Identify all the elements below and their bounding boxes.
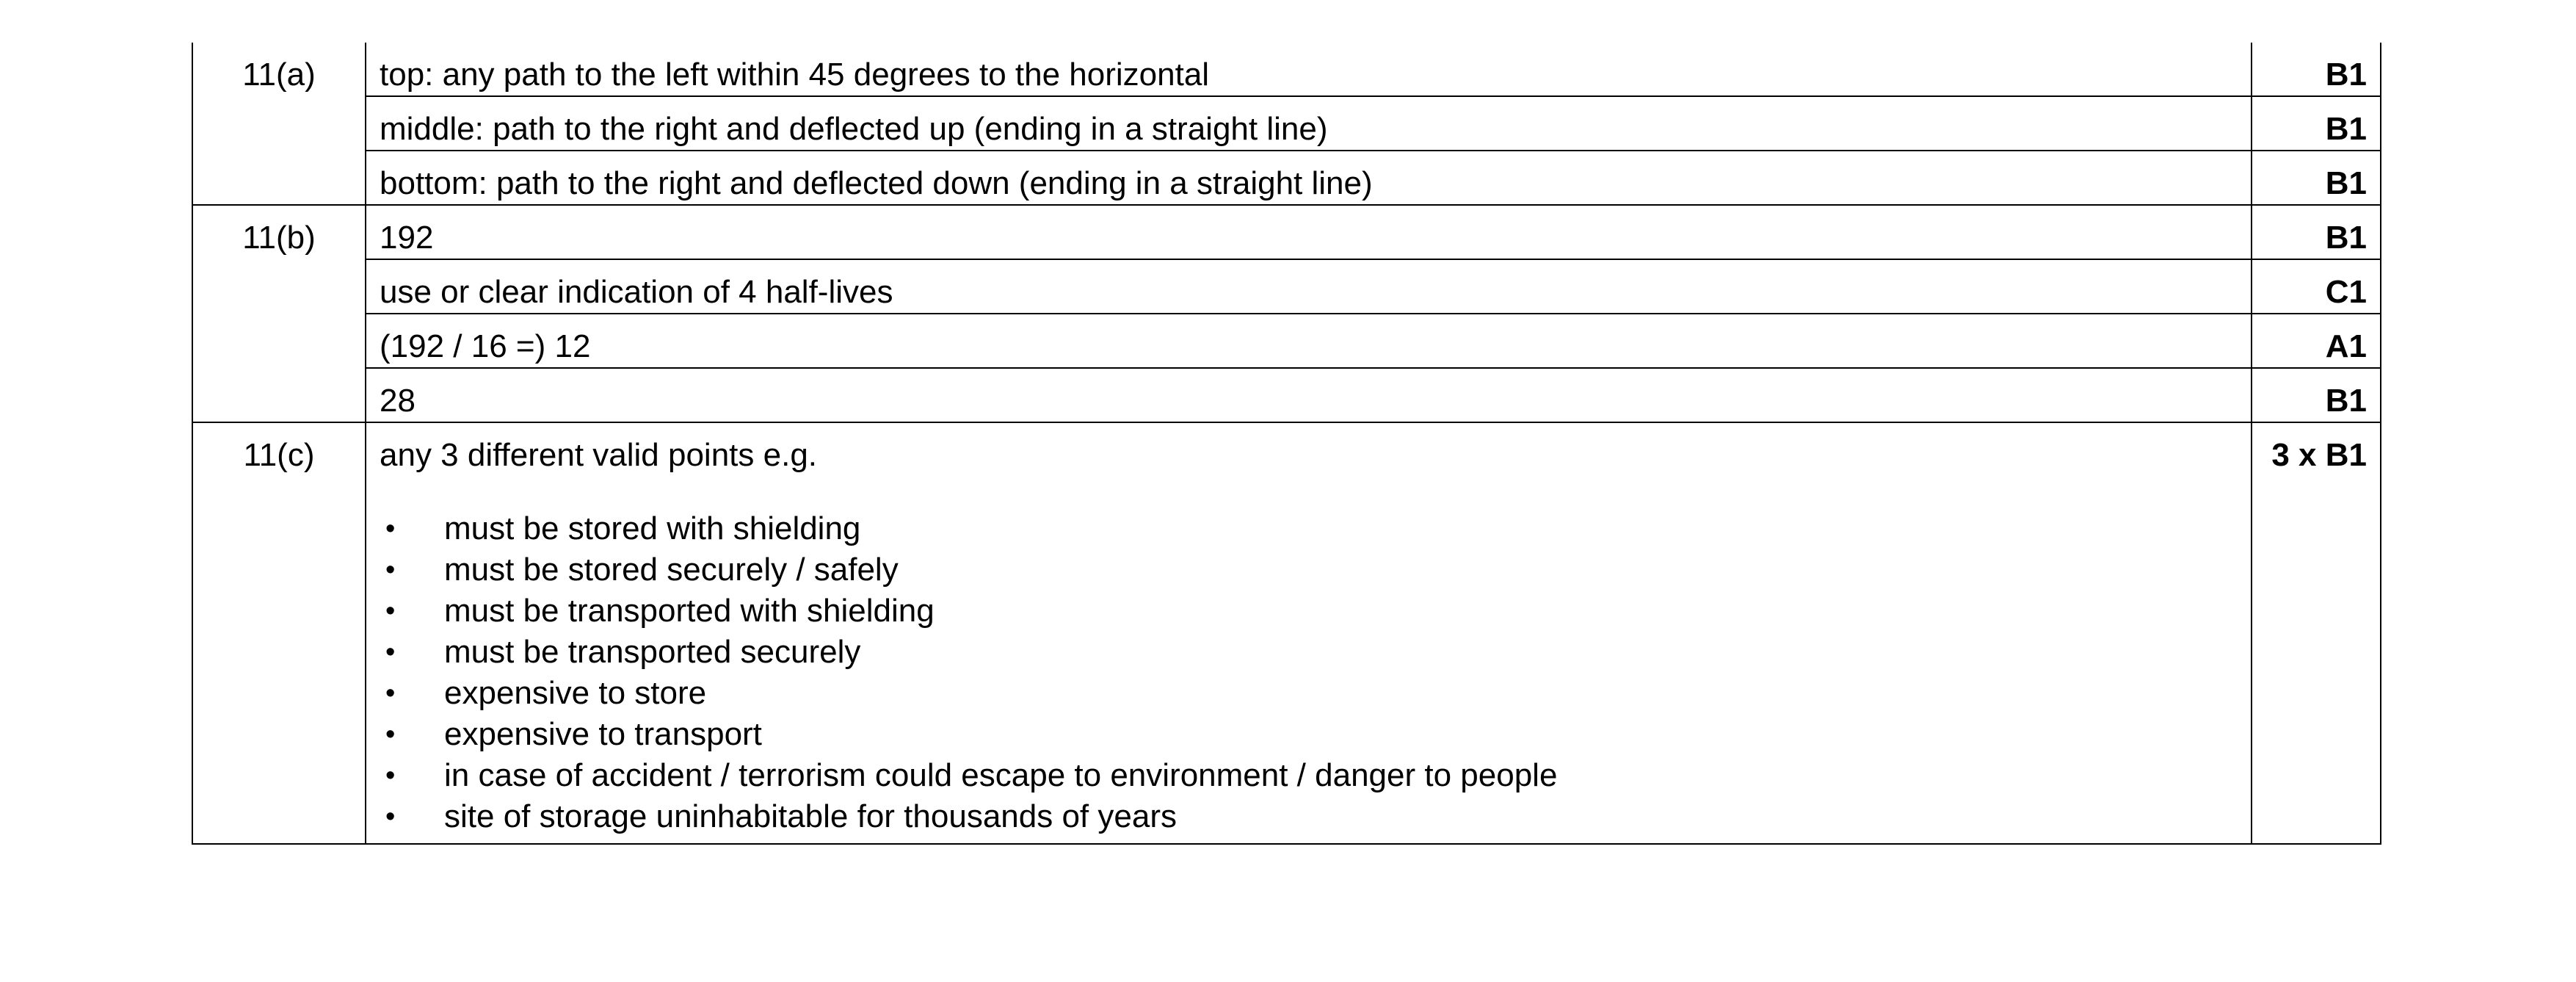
mark-value: 3 x B1 bbox=[2252, 422, 2381, 844]
question-number: 11(b) bbox=[192, 205, 366, 422]
table-row bbox=[192, 314, 2381, 368]
list-item bbox=[380, 796, 2251, 837]
point-text: must be transported with shielding bbox=[444, 593, 935, 629]
table-row bbox=[192, 151, 2381, 205]
bullet-icon: • bbox=[385, 760, 396, 791]
answer-text: middle: path to the right and deflected up (ending in a straight line) bbox=[366, 96, 2252, 151]
mark-value: B1 bbox=[2252, 368, 2381, 422]
point-text: expensive to store bbox=[444, 675, 707, 711]
mark-value: B1 bbox=[2252, 151, 2381, 205]
question-number: 11(c) bbox=[192, 422, 366, 844]
bullet-icon: • bbox=[385, 513, 396, 544]
answer-text: bottom: path to the right and deflected down (ending in a straight line) bbox=[366, 151, 2252, 205]
point-text: expensive to transport bbox=[444, 716, 762, 752]
table-row bbox=[192, 205, 2381, 259]
question-number: 11(a) bbox=[192, 43, 366, 205]
mark-value: C1 bbox=[2252, 259, 2381, 314]
list-item bbox=[380, 714, 2251, 755]
table-row bbox=[192, 96, 2381, 151]
point-text: site of storage uninhabitable for thousands of years bbox=[444, 798, 1177, 834]
point-text: must be stored with shielding bbox=[444, 510, 861, 546]
bullet-icon: • bbox=[385, 678, 396, 709]
table-row bbox=[192, 259, 2381, 314]
answer-intro: any 3 different valid points e.g. bbox=[380, 437, 818, 473]
point-text: must be stored securely / safely bbox=[444, 552, 899, 588]
bullet-icon: • bbox=[385, 801, 396, 832]
answer-text: 28 bbox=[366, 368, 2252, 422]
mark-scheme-table bbox=[192, 43, 2381, 845]
answer-text: 192 bbox=[366, 205, 2252, 259]
list-item bbox=[380, 755, 2251, 796]
answer-text: top: any path to the left within 45 degrees to the horizontal bbox=[366, 43, 2252, 96]
list-item bbox=[380, 508, 2251, 549]
bullet-icon: • bbox=[385, 637, 396, 668]
table-row bbox=[192, 422, 2381, 844]
point-text: must be transported securely bbox=[444, 634, 861, 670]
answer-cell bbox=[366, 422, 2252, 844]
list-item bbox=[380, 632, 2251, 673]
mark-value: B1 bbox=[2252, 43, 2381, 96]
bullet-icon: • bbox=[385, 555, 396, 585]
point-text: in case of accident / terrorism could escape to environment / danger to people bbox=[444, 757, 1558, 793]
answer-text: (192 / 16 =) 12 bbox=[366, 314, 2252, 368]
mark-value: B1 bbox=[2252, 96, 2381, 151]
mark-value: B1 bbox=[2252, 205, 2381, 259]
bullet-icon: • bbox=[385, 719, 396, 750]
bullet-icon: • bbox=[385, 596, 396, 627]
table-row bbox=[192, 43, 2381, 96]
list-item bbox=[380, 549, 2251, 591]
valid-points-list bbox=[380, 508, 2251, 843]
list-item bbox=[380, 673, 2251, 714]
answer-text: use or clear indication of 4 half-lives bbox=[366, 259, 2252, 314]
list-item bbox=[380, 591, 2251, 632]
mark-value: A1 bbox=[2252, 314, 2381, 368]
table-row bbox=[192, 368, 2381, 422]
